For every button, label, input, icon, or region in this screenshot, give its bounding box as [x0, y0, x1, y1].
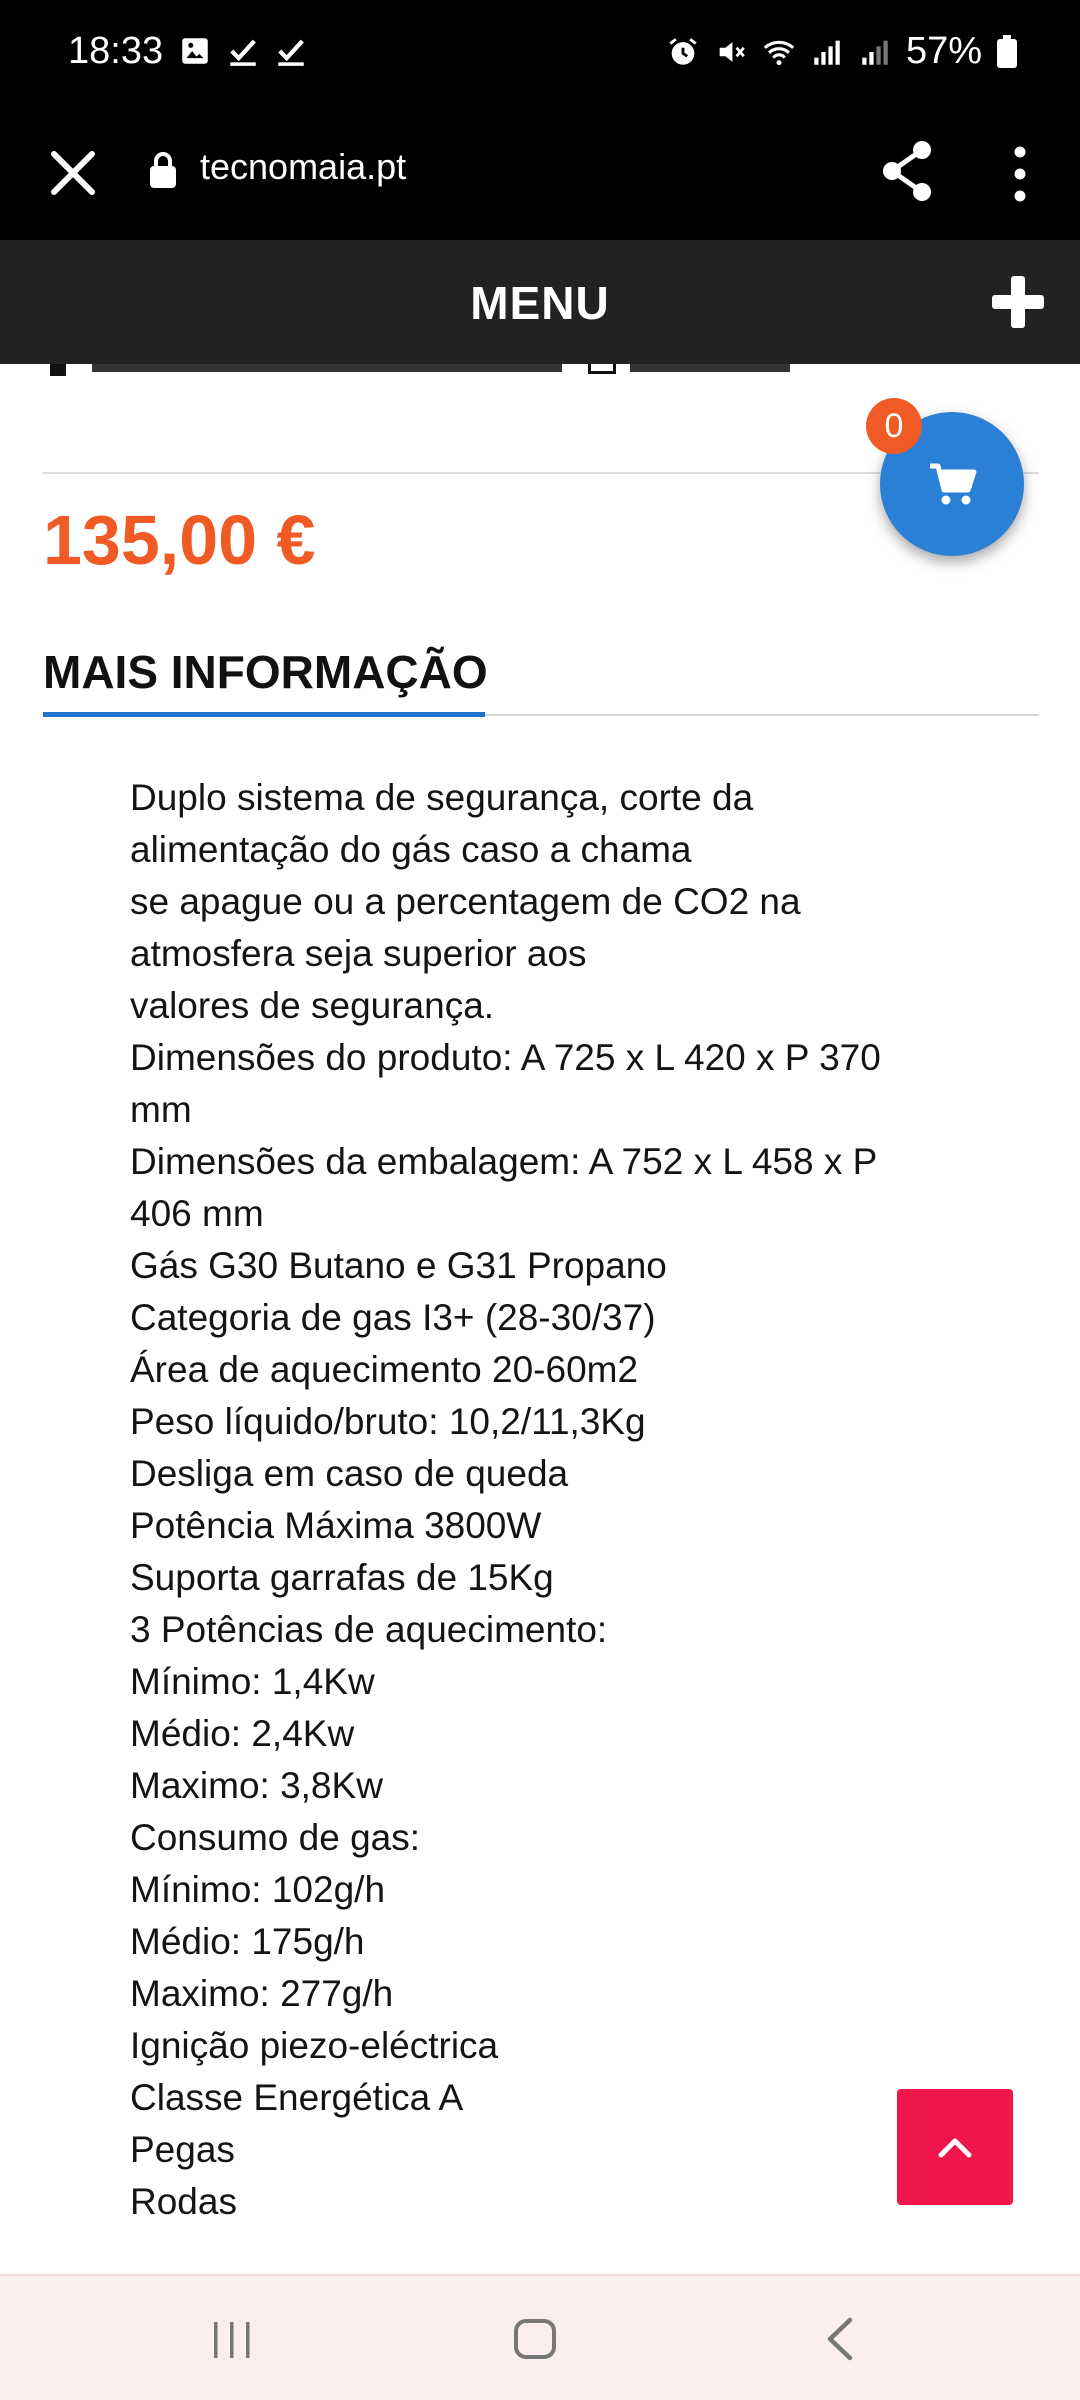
info-line: Ignição piezo-eléctrica [130, 2025, 499, 2066]
menu-label[interactable]: MENU [470, 277, 610, 329]
scrolled-off-text [92, 364, 562, 372]
battery-icon [996, 35, 1018, 69]
plus-icon[interactable] [990, 274, 1046, 330]
status-left-icons [178, 34, 308, 68]
info-line: Consumo de gas: [130, 1817, 421, 1858]
status-bar [0, 0, 1080, 110]
info-line: atmosfera seja superior aos [130, 933, 587, 974]
url-bar[interactable]: tecnomaia.pt [200, 146, 407, 187]
wifi-icon [762, 35, 796, 69]
product-info-list [130, 772, 1030, 2228]
signal-icon [810, 35, 844, 69]
scrolled-off-icon [50, 364, 66, 376]
info-line: mm [130, 1089, 192, 1130]
lock-icon [148, 150, 178, 190]
back-icon[interactable] [820, 2316, 860, 2362]
product-price: 135,00 € [43, 501, 316, 579]
info-line: Área de aquecimento 20-60m2 [130, 1349, 639, 1390]
info-line: se apague ou a percentagem de CO2 na [130, 881, 801, 922]
back-to-top-button[interactable] [897, 2089, 1013, 2205]
cart-icon [924, 456, 980, 512]
info-line: Classe Energética A [130, 2077, 464, 2118]
alarm-icon [666, 35, 700, 69]
info-line: alimentação do gás caso a chama [130, 829, 692, 870]
info-line: Suporta garrafas de 15Kg [130, 1557, 554, 1598]
close-icon[interactable] [38, 138, 108, 208]
status-time: 18:33 [68, 30, 164, 72]
info-line: Potência Máxima 3800W [130, 1505, 542, 1546]
cart-count-badge: 0 [866, 398, 922, 454]
chevron-up-icon [935, 2129, 975, 2165]
scrolled-off-icon [588, 364, 616, 374]
info-line: Pegas [130, 2129, 235, 2170]
info-line: Mínimo: 1,4Kw [130, 1661, 375, 1702]
info-line: Rodas [130, 2181, 237, 2222]
info-line: Médio: 2,4Kw [130, 1713, 355, 1754]
signal-icon [858, 35, 892, 69]
mute-icon [714, 35, 748, 69]
info-line: Maximo: 277g/h [130, 1973, 394, 2014]
system-nav-bar [0, 2274, 1080, 2400]
scrolled-off-row [40, 364, 840, 376]
status-right-icons [666, 30, 1018, 73]
info-line: Maximo: 3,8Kw [130, 1765, 383, 1806]
info-line: Médio: 175g/h [130, 1921, 365, 1962]
browser-toolbar [0, 110, 1080, 240]
info-line: Duplo sistema de segurança, corte da [130, 777, 754, 818]
info-line: Dimensões da embalagem: A 752 x L 458 x P [130, 1141, 878, 1182]
info-line: Peso líquido/bruto: 10,2/11,3Kg [130, 1401, 646, 1442]
more-options-icon[interactable] [1000, 140, 1040, 208]
image-icon [178, 34, 212, 68]
scrolled-off-text [630, 364, 790, 372]
info-line: Dimensões do produto: A 725 x L 420 x P 370 [130, 1037, 881, 1078]
home-icon[interactable] [510, 2316, 560, 2362]
share-icon[interactable] [878, 136, 938, 206]
recent-apps-icon[interactable] [210, 2320, 254, 2360]
tab-active-indicator [43, 712, 485, 717]
section-tab-more-info[interactable]: MAIS INFORMAÇÃO [43, 646, 488, 698]
battery-percent: 57% [905, 30, 982, 72]
menu-bar[interactable] [0, 240, 1080, 364]
info-line: 3 Potências de aquecimento: [130, 1609, 608, 1650]
info-line: valores de segurança. [130, 985, 495, 1026]
info-line: Gás G30 Butano e G31 Propano [130, 1245, 667, 1286]
info-line: 406 mm [130, 1193, 264, 1234]
info-line: Categoria de gas I3+ (28-30/37) [130, 1297, 656, 1338]
check-icon [226, 34, 260, 68]
info-line: Mínimo: 102g/h [130, 1869, 386, 1910]
info-line: Desliga em caso de queda [130, 1453, 569, 1494]
check-icon [274, 34, 308, 68]
